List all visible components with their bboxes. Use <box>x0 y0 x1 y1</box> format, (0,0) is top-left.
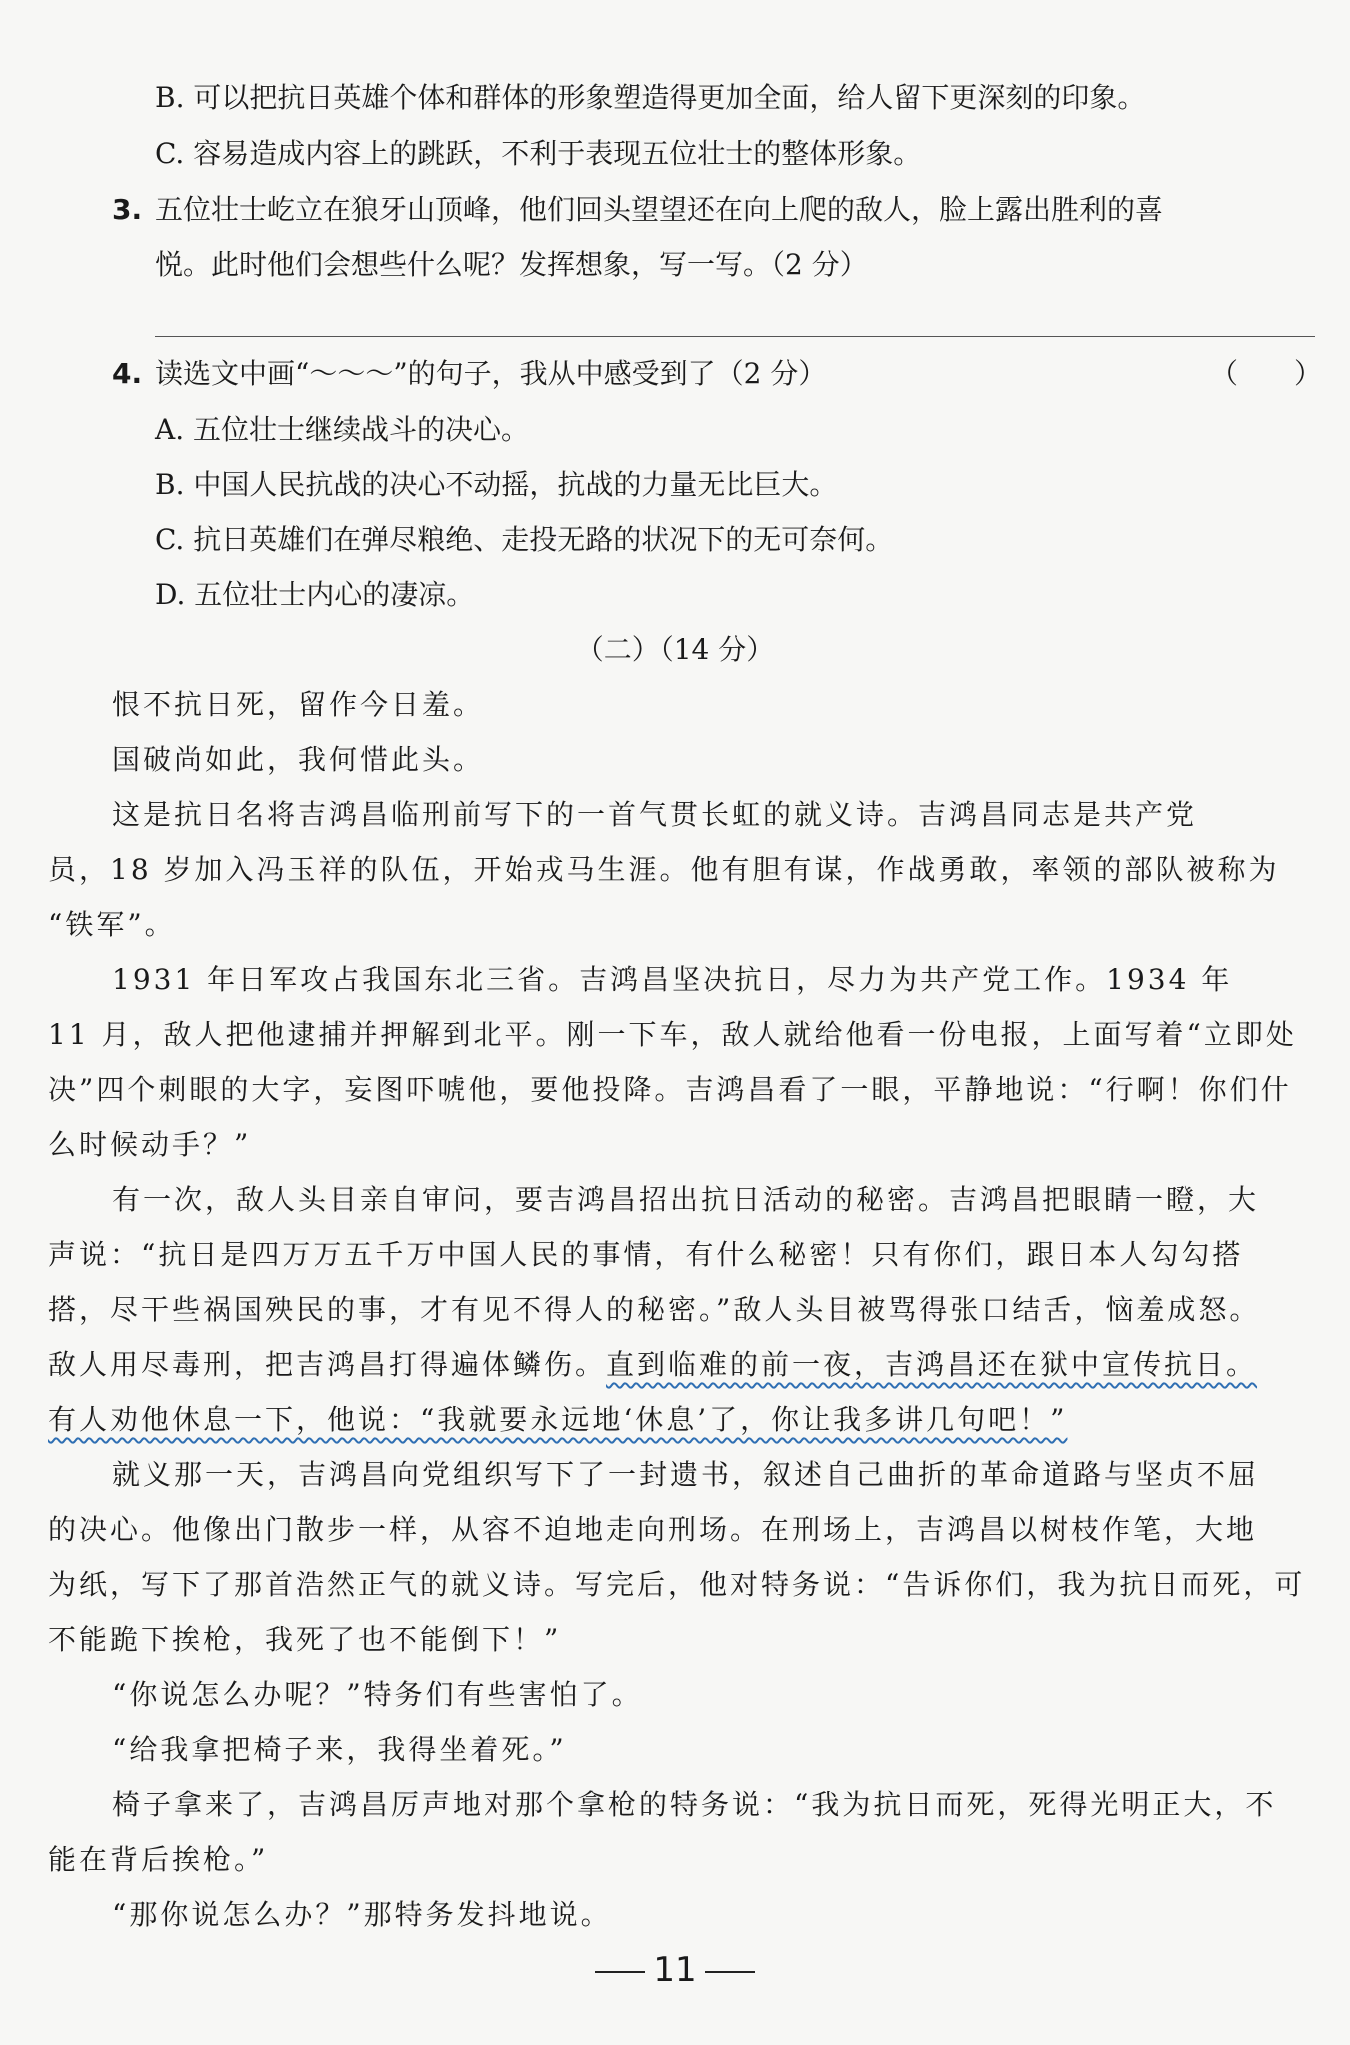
paragraph-3-line-4 <box>48 1345 1257 1385</box>
paragraph-4-line-3: 为纸，写下了那首浩然正气的就义诗。写完后，他对特务说：“告诉你们，我为抗日而死，可 <box>48 1568 1306 1601</box>
paragraph-4-line-1: 就义那一天，吉鸿昌向党组织写下了一封遗书，叙述自己曲折的革命道路与坚贞不屈 <box>112 1458 1260 1491</box>
q4-option-a: A. 五位壮士继续战斗的决心。 <box>155 413 530 446</box>
paragraph-6: “给我拿把椅子来，我得坐着死。” <box>112 1733 567 1766</box>
paragraph-8: “那你说怎么办？”那特务发抖地说。 <box>112 1898 612 1931</box>
paragraph-2-line-3: 决”四个刺眼的大字，妄图吓唬他，要他投降。吉鸿昌看了一眼，平静地说：“行啊！你们什 <box>48 1073 1292 1106</box>
page-number-value: 11 <box>653 1950 697 1990</box>
q3-answer-line[interactable] <box>155 336 1315 337</box>
q4-number: 4. <box>112 357 143 390</box>
paragraph-2-line-1: 1931 年日军攻占我国东北三省。吉鸿昌坚决抗日，尽力为共产党工作。1934 年 <box>112 963 1233 996</box>
section-heading: （二）（14 分） <box>575 633 775 666</box>
paragraph-2-line-4: 么时候动手？” <box>48 1128 252 1161</box>
q4-option-b: B. 中国人民抗战的决心不动摇，抗战的力量无比巨大。 <box>155 468 838 501</box>
page-number-dash-left <box>595 1971 645 1973</box>
q3-text-line2: 悦。此时他们会想些什么呢？发挥想象，写一写。（2 分） <box>155 248 868 281</box>
paragraph-4-line-2: 的决心。他像出门散步一样，从容不迫地走向刑场。在刑场上，吉鸿昌以树枝作笔，大地 <box>48 1513 1258 1546</box>
paragraph-1-line-2: 员，18 岁加入冯玉祥的队伍，开始戎马生涯。他有胆有谋，作战勇敢，率领的部队被称为 <box>48 853 1280 886</box>
paragraph-1-line-3: “铁军”。 <box>48 908 176 941</box>
page-number-dash-right <box>705 1971 755 1973</box>
q3-number: 3. <box>112 193 143 226</box>
marked-sentence-part-1: 直到临难的前一夜，吉鸿昌还在狱中宣传抗日。 <box>606 1348 1258 1381</box>
page-number <box>0 1945 1350 1995</box>
poem-line-1: 恨不抗日死，留作今日羞。 <box>112 688 485 721</box>
q3-text-line1: 五位壮士屹立在狼牙山顶峰，他们回头望望还在向上爬的敌人，脸上露出胜利的喜 <box>155 193 1164 226</box>
paragraph-7-line-1: 椅子拿来了，吉鸿昌厉声地对那个拿枪的特务说：“我为抗日而死，死得光明正大，不 <box>112 1788 1277 1821</box>
q4-answer-paren[interactable]: （ ） <box>1210 357 1323 390</box>
paragraph-7-line-2: 能在背后挨枪。” <box>48 1843 269 1876</box>
paragraph-3-line-3: 搭，尽干些祸国殃民的事，才有见不得人的秘密。”敌人头目被骂得张口结舌，恼羞成怒。 <box>48 1293 1261 1326</box>
paragraph-3-line-4-plain: 敌人用尽毒刑，把吉鸿昌打得遍体鳞伤。 <box>48 1348 607 1381</box>
paragraph-3-line-2: 声说：“抗日是四万万五千万中国人民的事情，有什么秘密！只有你们，跟日本人勾勾搭 <box>48 1238 1244 1271</box>
marked-sentence-part-2: 有人劝他休息一下，他说：“我就要永远地‘休息’了，你让我多讲几句吧！” <box>48 1403 1068 1436</box>
poem-line-2: 国破尚如此，我何惜此头。 <box>112 743 485 776</box>
paragraph-3-line-1: 有一次，敌人头目亲自审问，要吉鸿昌招出抗日活动的秘密。吉鸿昌把眼睛一瞪，大 <box>112 1183 1260 1216</box>
paragraph-5: “你说怎么办呢？”特务们有些害怕了。 <box>112 1678 643 1711</box>
paragraph-2-line-2: 11 月，敌人把他逮捕并押解到北平。刚一下车，敌人就给他看一份电报，上面写着“立即处 <box>48 1018 1297 1051</box>
paragraph-3-line-5 <box>48 1400 1067 1440</box>
q4-option-c: C. 抗日英雄们在弹尽粮绝、走投无路的状况下的无可奈何。 <box>155 523 894 556</box>
paragraph-1-line-1: 这是抗日名将吉鸿昌临刑前写下的一首气贯长虹的就义诗。吉鸿昌同志是共产党 <box>112 798 1198 831</box>
q4-option-d: D. 五位壮士内心的凄凉。 <box>155 578 475 611</box>
q2-option-b: B. 可以把抗日英雄个体和群体的形象塑造得更加全面，给人留下更深刻的印象。 <box>155 81 1146 114</box>
q2-option-c: C. 容易造成内容上的跳跃，不利于表现五位壮士的整体形象。 <box>155 137 922 170</box>
q4-text: 读选文中画“～～～”的句子，我从中感受到了（2 分） <box>155 357 827 390</box>
paragraph-4-line-4: 不能跪下挨枪，我死了也不能倒下！” <box>48 1623 562 1656</box>
